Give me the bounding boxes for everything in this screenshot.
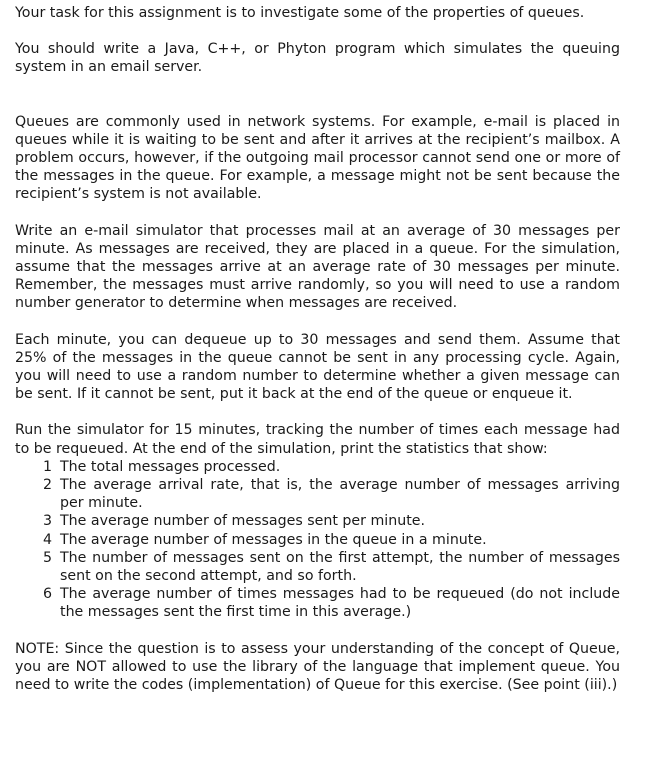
list-item-number: 4: [42, 531, 52, 548]
list-item-number: 3: [42, 513, 52, 530]
list-item: [15, 531, 620, 549]
list-item-number: 5: [42, 549, 52, 566]
list-item: [15, 476, 620, 512]
list-item: [15, 458, 620, 476]
list-item: [15, 549, 620, 585]
list-item-number: 2: [42, 477, 52, 494]
list-item-number: 1: [42, 458, 52, 475]
simulator-paragraph: Write an e-mail simulator that processes mail at an average of 30 messages per minute. As messages are received, they are placed in a queue. For the simulation, assume that the messages arrive at an average rate of 30 messages per minute. Remember, the messages must arrive randomly, so you will need to use a random number generator to determine when messages are received.: [15, 222, 620, 312]
list-item: [15, 585, 620, 621]
note-paragraph: NOTE: Since the question is to assess your understanding of the concept of Queue, you are NOT allowed to use the library of the language that implement queue. You need to write the codes (implementation) of Queue for this exercise. (See point (iii).): [15, 640, 620, 694]
list-item-text: The total messages processed.: [60, 458, 281, 475]
list-item-text: The average number of times messages had to be requeued (do not include the messages sent the first time in this average.): [60, 586, 620, 621]
list-item-text: The average number of messages sent per minute.: [60, 513, 426, 530]
list-item-text: The average number of messages in the queue in a minute.: [60, 531, 487, 548]
instruction-paragraph: You should write a Java, C++, or Phyton program which simulates the queuing system in an email server.: [15, 41, 620, 76]
intro-paragraph: Your task for this assignment is to investigate some of the properties of queues.: [15, 5, 585, 21]
list-item: [15, 512, 620, 530]
list-item-text: The number of messages sent on the first attempt, the number of messages sent on the second attempt, and so forth.: [60, 549, 620, 585]
statistics-list: [15, 458, 620, 622]
list-item-text: The average arrival rate, that is, the average number of messages arriving per minute.: [60, 477, 620, 512]
dequeue-paragraph: Each minute, you can dequeue up to 30 messages and send them. Assume that 25% of the messages in the queue cannot be sent in any processing cycle. Again, you will need to use a random number to determine whether a given message can be sent. If it cannot be sent, put it back at the end of the queue or enqueue it.: [15, 331, 620, 403]
list-item-number: 6: [42, 586, 52, 603]
queues-paragraph: Queues are commonly used in network systems. For example, e-mail is placed in queues while it is waiting to be sent and after it arrives at the recipient’s mailbox. A problem occurs, however, if the outgoing mail processor cannot send one or more of the messages in the queue. For example, a message might not be sent because the recipient’s system is not available.: [15, 113, 620, 203]
run-paragraph: Run the simulator for 15 minutes, tracking the number of times each message had to be requeued. At the end of the simulation, print the statistics that show:: [15, 422, 620, 457]
assignment-document: [15, 4, 620, 694]
